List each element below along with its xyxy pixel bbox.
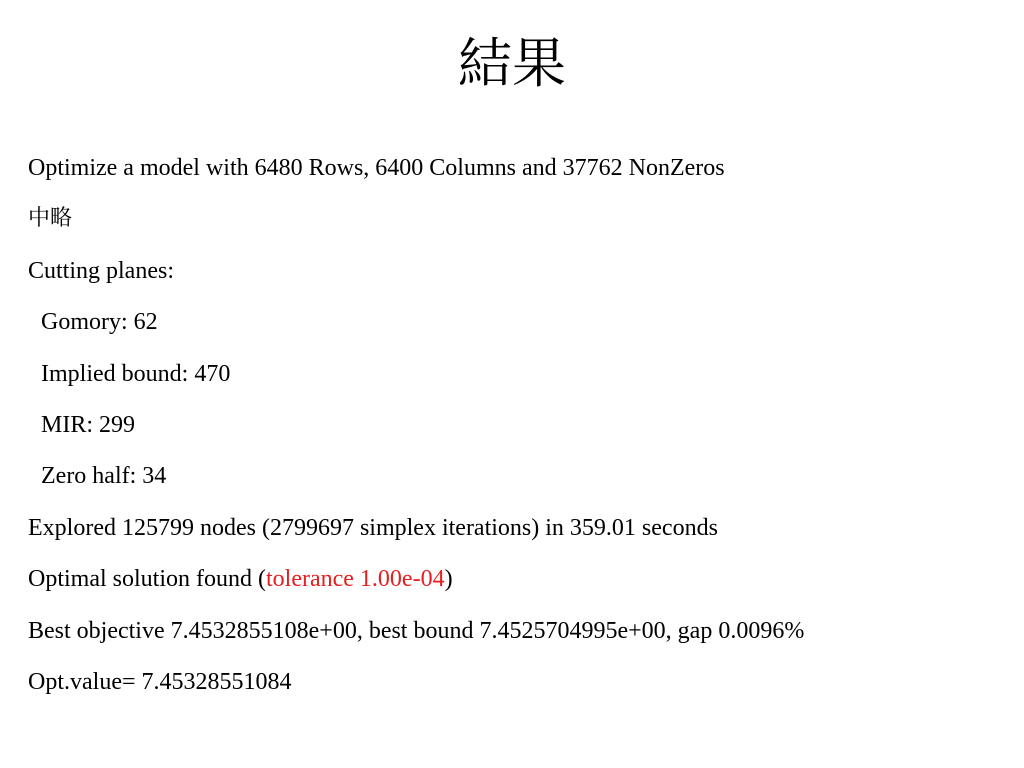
log-line-mir: MIR: 299 [41,411,136,438]
optimal-suffix: ) [444,566,453,593]
results-log [28,151,1004,716]
log-line-explored: Explored 125799 nodes (2799697 simplex iterations) in 359.01 seconds [28,514,718,541]
log-line-implied-bound: Implied bound: 470 [41,360,231,387]
log-line-gomory: Gomory: 62 [41,309,158,336]
log-line-cutting-planes: Cutting planes: [28,257,174,284]
log-line-model-summary: Optimize a model with 6480 Rows, 6400 Columns and 37762 NonZeros [28,155,725,181]
log-line-optimal-solution [28,562,1004,613]
log-line-omitted: 中略 [28,206,73,232]
log-line-opt-value: Opt.value= 7.45328551084 [28,668,292,695]
slide-title: 結果 [458,32,566,95]
log-line-zero-half: Zero half: 34 [41,463,167,490]
optimal-prefix: Optimal solution found ( [28,566,266,593]
log-line-best-objective: Best objective 7.4532855108e+00, best bound 7.4525704995e+00, gap 0.0096% [28,617,805,644]
tolerance-highlight: tolerance 1.00e-04 [265,566,445,593]
